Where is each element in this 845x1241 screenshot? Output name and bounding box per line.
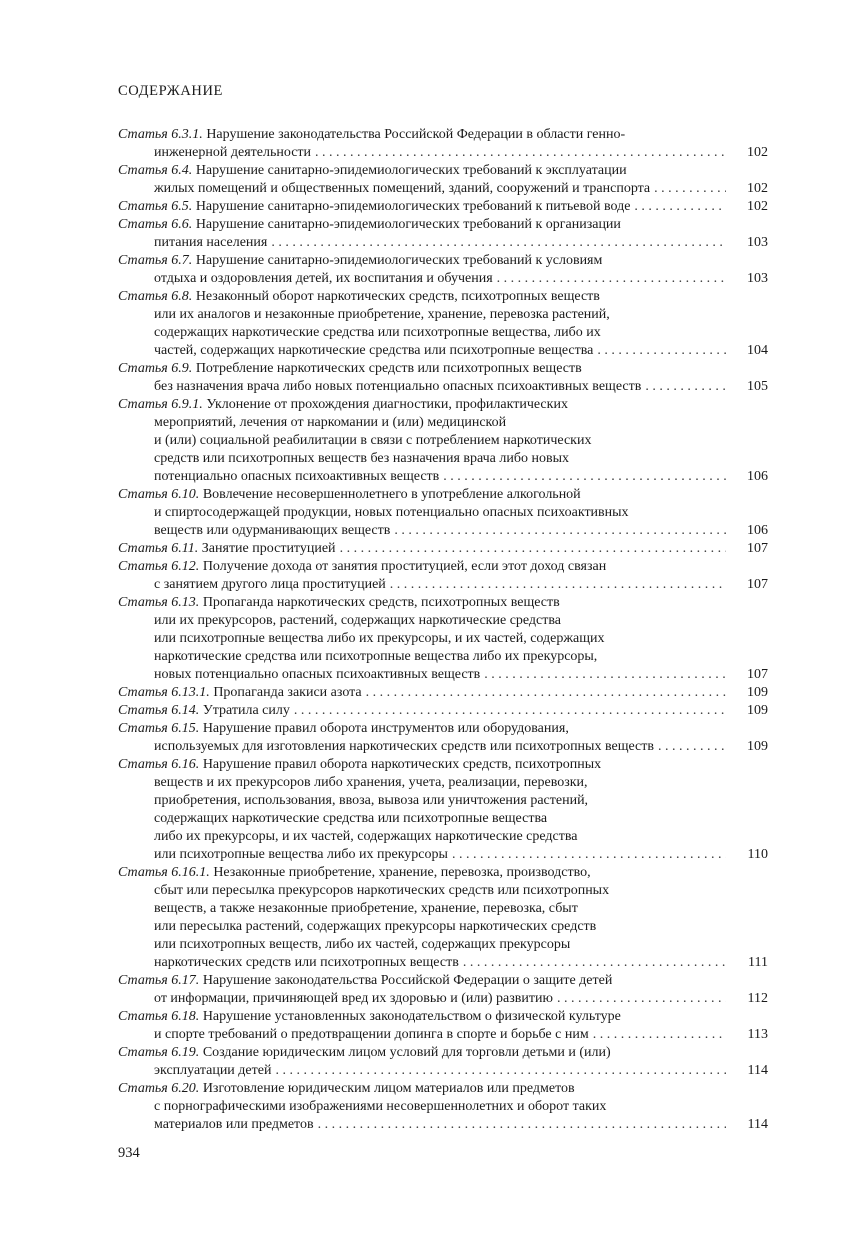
toc-entry-line [118, 468, 768, 486]
toc-entry[interactable] [118, 1044, 768, 1080]
toc-page-number: 102 [747, 145, 768, 160]
toc-page-number: 114 [747, 1117, 768, 1132]
toc-title-text: Потребление наркотических средств или психотропных веществ [195, 361, 582, 376]
toc-entry-text [118, 1081, 575, 1096]
toc-entry[interactable] [118, 1008, 768, 1044]
toc-title-text: или их аналогов и незаконные приобретение, хранение, перевозка растений, [154, 307, 610, 322]
toc-entry-line [118, 612, 768, 630]
toc-entry[interactable] [118, 252, 768, 288]
toc-entry-text [154, 342, 593, 360]
toc-entry-line [118, 504, 768, 522]
toc-entry-line [118, 1098, 768, 1116]
section-header: СОДЕРЖАНИЕ [118, 83, 223, 99]
toc-entry-text [118, 865, 591, 880]
toc-entry-text [154, 468, 439, 486]
toc-entry-text [118, 163, 627, 178]
dot-leader [557, 990, 726, 1008]
toc-article-number: Статья 6.8. [118, 289, 193, 304]
toc-entry-line [118, 702, 768, 720]
toc-entry-line [118, 162, 768, 180]
toc-entry-line [118, 198, 768, 216]
toc-title-text: новых потенциально опасных психоактивных веществ [154, 667, 481, 682]
toc-entry-line [118, 306, 768, 324]
toc-entry-line [118, 450, 768, 468]
dot-leader [394, 522, 726, 540]
toc-article-number: Статья 6.16.1. [118, 865, 210, 880]
toc-entry-line [118, 522, 768, 540]
toc-entry-line [118, 828, 768, 846]
toc-page-number: 112 [747, 991, 768, 1006]
toc-title-text: Нарушение законодательства Российской Федерации в области генно- [206, 127, 626, 142]
toc-article-number: Статья 6.7. [118, 253, 193, 268]
toc-entry-text [154, 846, 448, 864]
toc-entry-line [118, 666, 768, 684]
toc-entry-text [154, 1099, 606, 1114]
toc-article-number: Статья 6.17. [118, 973, 200, 988]
toc-entry-text [154, 451, 569, 466]
toc-entry-text [154, 378, 641, 396]
toc-article-number: Статья 6.16. [118, 757, 200, 772]
toc-entry[interactable] [118, 288, 768, 360]
toc-article-number: Статья 6.13. [118, 595, 200, 610]
toc-title-text: эксплуатации детей [154, 1063, 272, 1078]
toc-entry-line [118, 324, 768, 342]
toc-page-number: 107 [747, 541, 768, 556]
toc-title-text: Нарушение правил оборота инструментов или оборудования, [202, 721, 569, 736]
toc-entry-text [154, 883, 609, 898]
toc-title-text: с порнографическими изображениями несовершеннолетних и оборот таких [154, 1099, 607, 1114]
toc-entry-text [154, 811, 547, 826]
toc-title-text: и (или) социальной реабилитации в связи с потреблением наркотических [154, 433, 592, 448]
toc-title-text: отдыха и оздоровления детей, их воспитания и обучения [154, 271, 493, 286]
toc-entry-text [154, 307, 610, 322]
toc-title-text: или пересылка растений, содержащих прекурсоры наркотических средств [154, 919, 597, 934]
toc-entry-line [118, 1008, 768, 1026]
toc-entry-line [118, 792, 768, 810]
toc-entry-line [118, 918, 768, 936]
toc-entry-line [118, 234, 768, 252]
toc-entry-line [118, 774, 768, 792]
toc-page-number: 102 [747, 199, 768, 214]
toc-entry-text [118, 487, 581, 502]
toc-page-number: 109 [747, 703, 768, 718]
toc-title-text: потенциально опасных психоактивных веществ [154, 469, 440, 484]
toc-article-number: Статья 6.14. [118, 703, 200, 718]
toc-entry-text [154, 919, 596, 934]
toc-article-number: Статья 6.15. [118, 721, 200, 736]
toc-article-number: Статья 6.4. [118, 163, 193, 178]
toc-title-text: жилых помещений и общественных помещений, зданий, сооружений и транспорта [154, 181, 651, 196]
toc-entry-line [118, 360, 768, 378]
toc-entry-line [118, 882, 768, 900]
toc-title-text: наркотические средства или психотропные вещества либо их прекурсоры, [154, 649, 598, 664]
toc-entry-text [118, 253, 602, 268]
toc-entry-line [118, 684, 768, 702]
dot-leader [634, 198, 726, 216]
toc-entry-text [118, 361, 582, 376]
toc-page-number: 107 [747, 667, 768, 682]
toc-entry-text [154, 433, 591, 448]
toc-article-number: Статья 6.10. [118, 487, 200, 502]
dot-leader [366, 684, 726, 702]
toc-article-number: Статья 6.13.1. [118, 685, 210, 700]
dot-leader [318, 1116, 726, 1134]
toc-entry[interactable] [118, 558, 768, 594]
toc-entry-text [154, 990, 553, 1008]
toc-title-text: частей, содержащих наркотические средства или психотропные вещества [154, 343, 594, 358]
toc-entry-text [154, 937, 570, 952]
toc-page-number: 111 [748, 955, 768, 970]
toc-entry-line [118, 936, 768, 954]
toc-entry-line [118, 738, 768, 756]
toc-title-text: Нарушение правил оборота наркотических средств, психотропных [202, 757, 602, 772]
toc-entry-text [154, 505, 629, 520]
toc-entry-text [118, 721, 569, 736]
toc-entry-text [154, 666, 480, 684]
toc-entry-text [154, 325, 601, 340]
toc-entry-line [118, 540, 768, 558]
toc-page-number: 106 [747, 469, 768, 484]
toc-title-text: Уклонение от прохождения диагностики, профилактических [206, 397, 568, 412]
toc-entry-text [154, 522, 390, 540]
toc-title-text: Нарушение законодательства Российской Федерации о защите детей [202, 973, 613, 988]
toc-entry-line [118, 900, 768, 918]
toc-entry-text [154, 234, 267, 252]
toc-title-text: сбыт или пересылка прекурсоров наркотических средств или психотропных [154, 883, 610, 898]
toc-entry-line [118, 216, 768, 234]
toc-title-text: и спорте требований о предотвращении допинга в спорте и борьбе с ним [154, 1027, 589, 1042]
toc-entry-line [118, 180, 768, 198]
toc-entry-line [118, 576, 768, 594]
toc-entry[interactable] [118, 594, 768, 684]
toc-entry-text [118, 397, 568, 412]
toc-entry-line [118, 414, 768, 432]
toc-title-text: используемых для изготовления наркотических средств или психотропных веществ [154, 739, 654, 754]
toc-entry-line [118, 252, 768, 270]
toc-entry-text [118, 684, 362, 702]
toc-title-text: Создание юридическим лицом условий для торговли детьми и (или) [202, 1045, 611, 1060]
toc-entry[interactable] [118, 126, 768, 162]
toc-entry-line [118, 270, 768, 288]
toc-title-text: Пропаганда закиси азота [213, 685, 362, 700]
toc-entry-text [154, 631, 605, 646]
toc-entry-line [118, 396, 768, 414]
toc-entry-line [118, 126, 768, 144]
toc-title-text: Вовлечение несовершеннолетнего в употребление алкогольной [202, 487, 581, 502]
toc-title-text: и спиртосодержащей продукции, новых потенциально опасных психоактивных [154, 505, 629, 520]
toc-title-text: приобретения, использования, ввоза, вывоза или уничтожения растений, [154, 793, 589, 808]
toc-entry-line [118, 144, 768, 162]
toc-page-number: 103 [747, 235, 768, 250]
toc-entry-text [118, 973, 612, 988]
toc-entry-text [118, 1009, 621, 1024]
toc-entry[interactable] [118, 756, 768, 864]
toc-title-text: материалов или предметов [154, 1117, 314, 1132]
toc-page-number: 109 [747, 739, 768, 754]
toc-entry-text [118, 595, 560, 610]
toc-entry-text [154, 144, 311, 162]
toc-entry[interactable] [118, 1080, 768, 1134]
dot-leader [593, 1026, 726, 1044]
toc-entry-line [118, 594, 768, 612]
toc-title-text: Нарушение санитарно-эпидемиологических требований к условиям [195, 253, 603, 268]
toc-entry-line [118, 846, 768, 864]
toc-entry[interactable] [118, 702, 768, 720]
toc-article-number: Статья 6.18. [118, 1009, 200, 1024]
toc-title-text: содержащих наркотические средства или психотропные вещества, либо их [154, 325, 601, 340]
toc-entry-text [118, 289, 600, 304]
toc-title-text: или психотропные вещества либо их прекурсоры, и их частей, содержащих [154, 631, 605, 646]
toc-entry[interactable] [118, 198, 768, 216]
dot-leader [443, 468, 726, 486]
toc-entry-text [154, 775, 588, 790]
toc-entry-line [118, 810, 768, 828]
toc-entry-line [118, 720, 768, 738]
toc-entry-text [118, 1045, 611, 1060]
toc-title-text: веществ, а также незаконные приобретение, хранение, перевозка, сбыт [154, 901, 578, 916]
toc-entry-line [118, 954, 768, 972]
dot-leader [645, 378, 726, 396]
dot-leader [654, 180, 726, 198]
toc-entry-line [118, 1044, 768, 1062]
toc-entry-line [118, 1080, 768, 1098]
toc-title-text: Незаконный оборот наркотических средств, психотропных веществ [195, 289, 600, 304]
toc-entry-text [154, 901, 578, 916]
toc-entry[interactable] [118, 684, 768, 702]
dot-leader [484, 666, 726, 684]
toc-entry-text [154, 613, 561, 628]
toc-article-number: Статья 6.12. [118, 559, 200, 574]
toc-entry[interactable] [118, 864, 768, 972]
toc-page-number: 102 [747, 181, 768, 196]
toc-article-number: Статья 6.6. [118, 217, 193, 232]
toc-title-text: питания населения [154, 235, 268, 250]
toc-entry-text [118, 702, 290, 720]
toc-article-number: Статья 6.11. [118, 541, 199, 556]
dot-leader [271, 234, 726, 252]
toc-entry-text [154, 270, 493, 288]
toc-entry-text [154, 954, 459, 972]
toc-entry-text [118, 540, 336, 558]
toc-title-text: Получение дохода от занятия проституцией, если этот доход связан [202, 559, 607, 574]
toc-title-text: веществ или одурманивающих веществ [154, 523, 391, 538]
dot-leader [463, 954, 726, 972]
toc-title-text: Утратила силу [202, 703, 290, 718]
toc-entry-line [118, 648, 768, 666]
toc-page-number: 104 [747, 343, 768, 358]
toc-article-number: Статья 6.9.1. [118, 397, 203, 412]
toc-page-number: 110 [747, 847, 768, 862]
toc-entry-text [118, 757, 601, 772]
toc-title-text: или психотропные вещества либо их прекурсоры [154, 847, 448, 862]
toc-entry-text [154, 576, 386, 594]
toc-article-number: Статья 6.5. [118, 199, 193, 214]
toc-title-text: без назначения врача либо новых потенциально опасных психоактивных веществ [154, 379, 642, 394]
toc-title-text: или их прекурсоров, растений, содержащих наркотические средства [154, 613, 562, 628]
dot-leader [452, 846, 726, 864]
toc-title-text: Нарушение установленных законодательством о физической культуре [202, 1009, 621, 1024]
toc-entry-line [118, 1116, 768, 1134]
toc-entry[interactable] [118, 216, 768, 252]
table-of-contents [118, 126, 768, 1134]
toc-title-text: Нарушение санитарно-эпидемиологических требований к эксплуатации [195, 163, 627, 178]
toc-entry-text [154, 1026, 589, 1044]
toc-entry-text [154, 738, 654, 756]
toc-entry[interactable] [118, 540, 768, 558]
toc-entry[interactable] [118, 360, 768, 396]
toc-title-text: с занятием другого лица проституцией [154, 577, 386, 592]
toc-entry[interactable] [118, 972, 768, 1008]
toc-page-number: 105 [747, 379, 768, 394]
page-number: 934 [118, 1145, 140, 1161]
toc-title-text: средств или психотропных веществ без назначения врача либо новых [154, 451, 570, 466]
toc-title-text: Занятие проституцией [201, 541, 336, 556]
toc-entry-line [118, 1026, 768, 1044]
toc-title-text: или психотропных веществ, либо их частей, содержащих прекурсоры [154, 937, 571, 952]
toc-article-number: Статья 6.9. [118, 361, 193, 376]
toc-title-text: инженерной деятельности [154, 145, 312, 160]
toc-article-number: Статья 6.20. [118, 1081, 200, 1096]
toc-entry-text [118, 198, 630, 216]
toc-title-text: содержащих наркотические средства или психотропные вещества [154, 811, 548, 826]
dot-leader [497, 270, 726, 288]
toc-entry-line [118, 1062, 768, 1080]
toc-entry-text [154, 829, 578, 844]
toc-page-number: 109 [747, 685, 768, 700]
toc-entry-text [154, 1116, 314, 1134]
toc-page-number: 114 [747, 1063, 768, 1078]
toc-page-number: 107 [747, 577, 768, 592]
toc-entry-line [118, 990, 768, 1008]
toc-page-number: 106 [747, 523, 768, 538]
toc-title-text: от информации, причиняющей вред их здоровью и (или) развитию [154, 991, 553, 1006]
dot-leader [597, 342, 726, 360]
dot-leader [340, 540, 726, 558]
toc-title-text: Пропаганда наркотических средств, психотропных веществ [202, 595, 560, 610]
dot-leader [294, 702, 726, 720]
toc-entry-line [118, 864, 768, 882]
toc-page-number: 113 [747, 1027, 768, 1042]
toc-entry-text [154, 415, 506, 430]
toc-entry[interactable] [118, 162, 768, 198]
toc-entry-text [154, 1062, 271, 1080]
dot-leader [315, 144, 726, 162]
toc-article-number: Статья 6.3.1. [118, 127, 203, 142]
toc-page-number: 103 [747, 271, 768, 286]
toc-title-text: Незаконные приобретение, хранение, перевозка, производство, [213, 865, 591, 880]
toc-entry-line [118, 432, 768, 450]
toc-entry-line [118, 378, 768, 396]
toc-title-text: мероприятий, лечения от наркомании и (или) медицинской [154, 415, 507, 430]
toc-entry[interactable] [118, 720, 768, 756]
toc-entry[interactable] [118, 486, 768, 540]
toc-article-number: Статья 6.19. [118, 1045, 200, 1060]
toc-entry-text [154, 649, 597, 664]
toc-title-text: веществ и их прекурсоров либо хранения, учета, реализации, перевозки, [154, 775, 588, 790]
toc-entry-line [118, 972, 768, 990]
toc-entry[interactable] [118, 396, 768, 486]
dot-leader [275, 1062, 726, 1080]
toc-entry-text [118, 217, 621, 232]
toc-entry-text [154, 180, 650, 198]
toc-title-text: Нарушение санитарно-эпидемиологических требований к питьевой воде [195, 199, 631, 214]
toc-entry-text [118, 127, 625, 142]
toc-entry-line [118, 342, 768, 360]
toc-entry-line [118, 756, 768, 774]
toc-title-text: наркотических средств или психотропных веществ [154, 955, 459, 970]
toc-entry-text [118, 559, 606, 574]
toc-entry-text [154, 793, 588, 808]
toc-entry-line [118, 558, 768, 576]
toc-entry-line [118, 288, 768, 306]
toc-title-text: Нарушение санитарно-эпидемиологических требований к организации [195, 217, 621, 232]
toc-title-text: Изготовление юридическим лицом материалов или предметов [202, 1081, 575, 1096]
toc-entry-line [118, 486, 768, 504]
dot-leader [390, 576, 726, 594]
dot-leader [658, 738, 726, 756]
toc-title-text: либо их прекурсоры, и их частей, содержащих наркотические средства [154, 829, 578, 844]
toc-entry-line [118, 630, 768, 648]
